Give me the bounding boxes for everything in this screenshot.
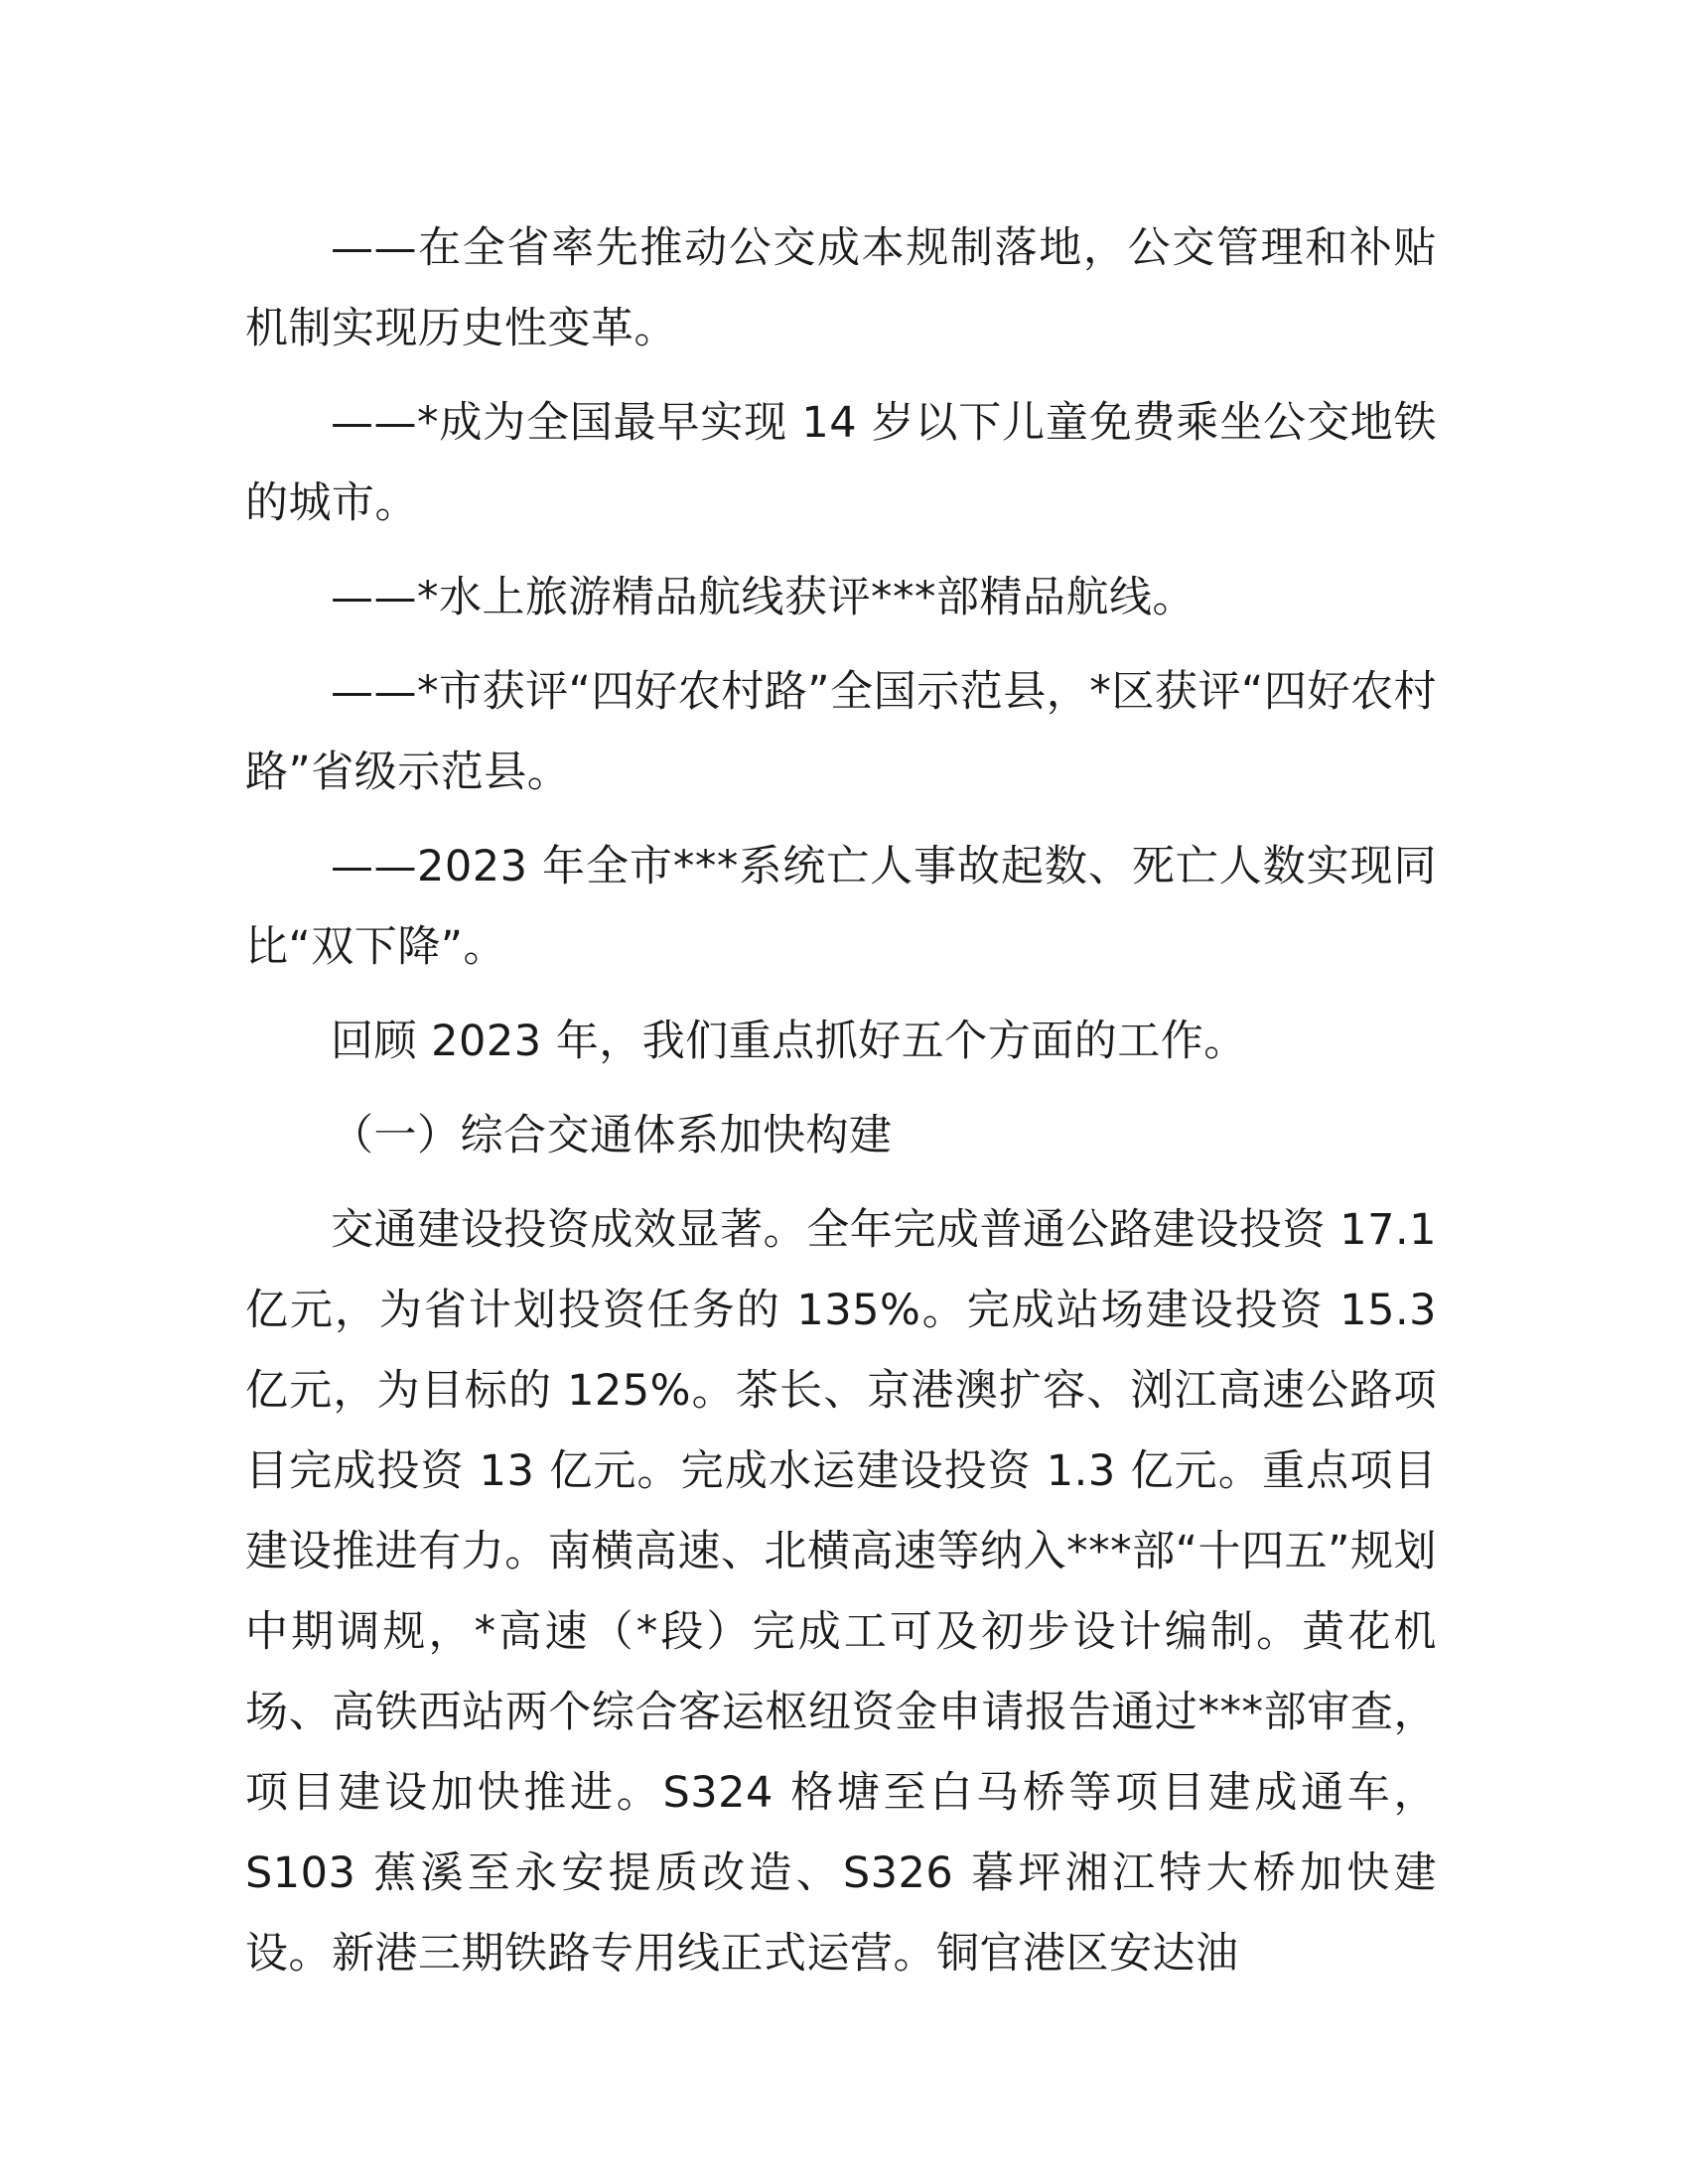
- achievement-item-3: ——*水上旅游精品航线获评***部精品航线。: [331, 573, 1196, 622]
- section-heading: （一）综合交通体系加快构建: [331, 1111, 893, 1160]
- review-intro: 回顾 2023 年，我们重点抓好五个方面的工作。: [331, 1017, 1247, 1066]
- document-body: [245, 208, 1437, 2008]
- body-paragraph: 交通建设投资成效显著。全年完成普通公路建设投资 17.1 亿元，为省计划投资任务的 135%。完成站场建设投资 15.3 亿元，为目标的 125%。茶长、京港澳扩容、浏江高速公路项目完成投资 13 亿元。完成水运建设投资 1.3 亿元。重点项目建设推进有力。南横高速、北横高速等纳入***部“十四五”规划中期调规，*高速（*段）完成工可及初步设计编制。黄花机场、高铁西站两个综合客运枢纽资金申请报告通过***部审查，项目建设加快推进。S324 格塘至白马桥等项目建成通车，S103 蕉溪至永安提质改造、S326 暮坪湘江特大桥加快建设。新港三期铁路专用线正式运营。铜官港区安达油: [245, 1205, 1437, 1979]
- achievement-item-1: ——在全省率先推动公交成本规制落地，公交管理和补贴机制实现历史性变革。: [245, 223, 1437, 353]
- achievement-item-4: ——*市获评“四好农村路”全国示范县，*区获评“四好农村路”省级示范县。: [245, 667, 1437, 797]
- achievement-item-2: ——*成为全国最早实现 14 岁以下儿童免费乘坐公交地铁的城市。: [245, 398, 1437, 528]
- achievement-item-5: ——2023 年全市***系统亡人事故起数、死亡人数实现同比“双下降”。: [245, 842, 1437, 972]
